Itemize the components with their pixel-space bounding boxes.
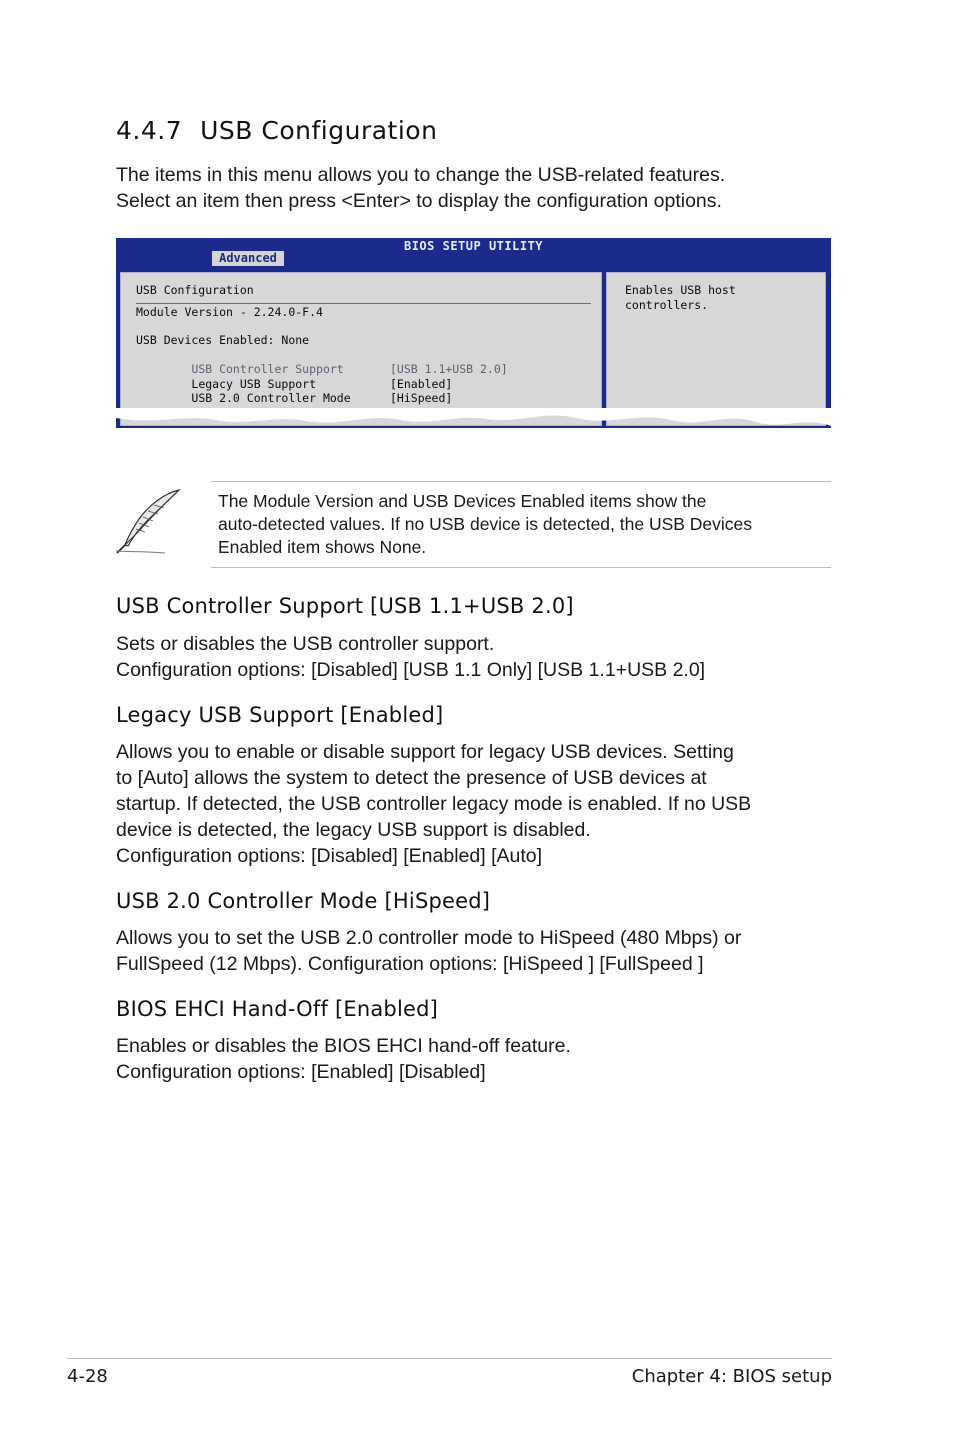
subsection-body-legacy-usb-support: [116, 739, 836, 869]
body-line: Configuration options: [Enabled] [Disabled]: [116, 1061, 486, 1083]
bios-menu-header: USB Configuration: [136, 283, 254, 297]
bios-title: BIOS SETUP UTILITY: [403, 239, 544, 253]
body-line: FullSpeed (12 Mbps). Configuration options: [HiSpeed ] [FullSpeed ]: [116, 953, 704, 975]
subsection-heading-bios-ehci-hand-off: BIOS EHCI Hand-Off [Enabled]: [116, 997, 439, 1021]
bios-devices-enabled: USB Devices Enabled: None: [136, 333, 310, 347]
body-line: to [Auto] allows the system to detect the presence of USB devices at: [116, 767, 707, 789]
option-value: [HiSpeed]: [390, 391, 453, 405]
subsection-body-usb-controller-support: [116, 631, 836, 683]
subsection-heading-usb-controller-support: USB Controller Support [USB 1.1+USB 2.0]: [116, 594, 574, 618]
body-line: startup. If detected, the USB controller legacy mode is enabled. If no USB: [116, 793, 752, 815]
option-label: USB 2.0 Controller Mode: [191, 391, 351, 405]
body-line: Sets or disables the USB controller support.: [116, 633, 495, 655]
subsection-heading-legacy-usb-support: Legacy USB Support [Enabled]: [116, 703, 444, 727]
torn-edge: [116, 408, 831, 453]
note-top-rule: [211, 481, 831, 482]
bios-title-bar: [116, 238, 831, 268]
body-line: Allows you to set the USB 2.0 controller mode to HiSpeed (480 Mbps) or: [116, 927, 742, 949]
subsection-heading-usb20-controller-mode: USB 2.0 Controller Mode [HiSpeed]: [116, 889, 491, 913]
subsection-body-bios-ehci-hand-off: [116, 1033, 836, 1085]
footer-rule: [67, 1358, 832, 1359]
section-number: 4.4.7: [116, 116, 183, 145]
bios-body: [116, 268, 831, 428]
bios-help-pane: [606, 272, 826, 426]
tab-advanced[interactable]: Advanced: [212, 251, 284, 266]
intro-line: The items in this menu allows you to change the USB-related features.: [116, 164, 726, 186]
subsection-body-usb20-controller-mode: [116, 925, 836, 977]
body-line: Configuration options: [Disabled] [USB 1.1 Only] [USB 1.1+USB 2.0]: [116, 659, 706, 681]
note-line: Enabled item shows None.: [218, 537, 427, 557]
chapter-title: Chapter 4: BIOS setup: [631, 1366, 832, 1387]
note-line: auto-detected values. If no USB device is detected, the USB Devices: [218, 514, 753, 534]
note-line: The Module Version and USB Devices Enabled items show the: [218, 491, 707, 511]
page-number: 4-28: [67, 1366, 108, 1387]
bios-main-pane: [120, 272, 602, 426]
body-line: device is detected, the legacy USB support is disabled.: [116, 819, 591, 841]
feather-quill-icon: [113, 487, 185, 557]
option-label: USB Controller Support: [191, 362, 344, 376]
option-label: Legacy USB Support: [191, 376, 317, 391]
note-text: [218, 490, 828, 559]
note-bottom-rule: [211, 567, 831, 568]
body-line: Enables or disables the BIOS EHCI hand-off feature.: [116, 1035, 571, 1057]
option-value: [USB 1.1+USB 2.0]: [390, 362, 508, 376]
option-value: [Enabled]: [390, 376, 453, 391]
bios-module-version: Module Version - 2.24.0-F.4: [136, 305, 323, 319]
section-title-text: USB Configuration: [200, 116, 438, 145]
intro-line: Select an item then press <Enter> to display the configuration options.: [116, 190, 722, 212]
body-line: Configuration options: [Disabled] [Enabled] [Auto]: [116, 845, 543, 867]
bios-screenshot: [116, 238, 831, 453]
bios-help-text: Enables USB host controllers.: [625, 283, 736, 312]
body-line: Allows you to enable or disable support for legacy USB devices. Setting: [116, 741, 734, 763]
bios-divider: [136, 303, 591, 304]
intro-text: [116, 162, 836, 214]
section-title: [116, 116, 437, 145]
